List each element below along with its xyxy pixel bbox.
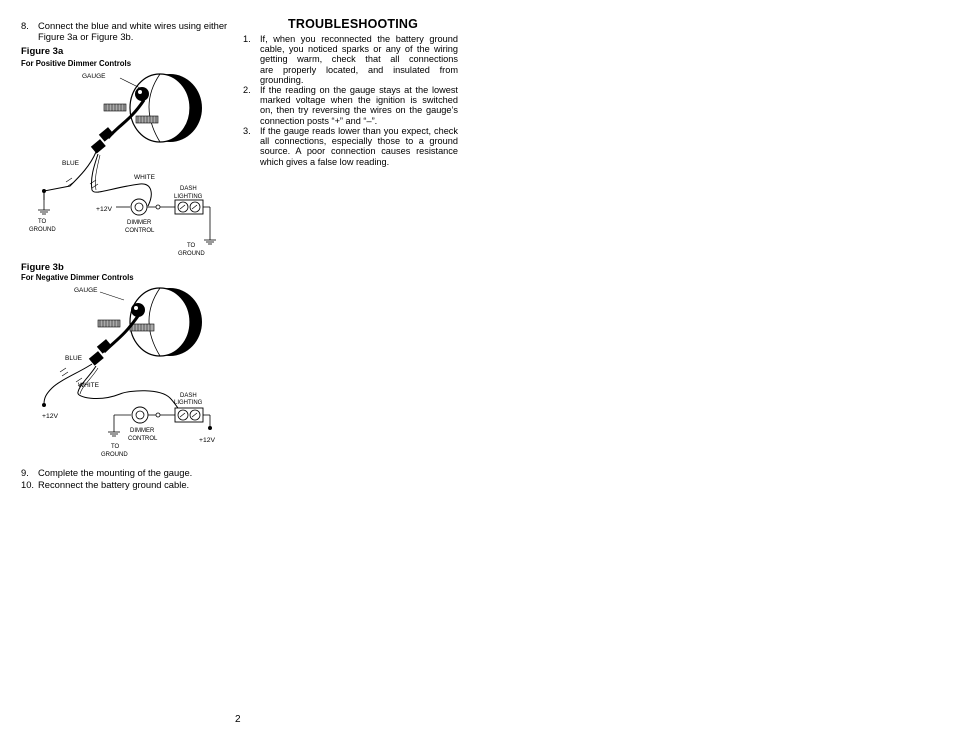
- step-8: [21, 20, 251, 44]
- white-label: WHITE: [78, 382, 99, 389]
- dimmer-label-2: CONTROL: [125, 228, 155, 234]
- item-number: 2.: [243, 85, 251, 95]
- step-number: 8.: [21, 20, 29, 31]
- item-line: If the reading on the gauge stays at the lowest: [260, 85, 458, 95]
- step-text: Complete the mounting of the gauge.: [38, 467, 193, 478]
- item-line: connection posts “+” and “–”.: [260, 115, 378, 126]
- plus-12v-left-label: +12V: [42, 413, 59, 420]
- step-number: 10.: [21, 479, 35, 490]
- gauge-label: GAUGE: [82, 73, 106, 80]
- item-number: 1.: [243, 34, 251, 44]
- blue-label: BLUE: [62, 160, 79, 167]
- white-label: WHITE: [134, 174, 155, 181]
- step-text-line1: Connect the blue and white wires using either: [38, 20, 228, 31]
- page-number: 2: [235, 714, 241, 725]
- to-ground-left-2: GROUND: [29, 227, 56, 233]
- troubleshooting-item-3: [243, 126, 459, 168]
- item-line: are properly located, and insulated from: [260, 64, 458, 75]
- figure-3b-subtitle: For Negative Dimmer Controls: [21, 273, 134, 282]
- to-ground-right-2: GROUND: [178, 251, 205, 257]
- step-text: Reconnect the battery ground cable.: [38, 479, 190, 490]
- item-line: on, then try reversing the wires on the gauge’s: [260, 105, 458, 116]
- blue-label: BLUE: [65, 355, 82, 362]
- item-line: cable, you noticed sparks or any of the wiring: [260, 44, 458, 55]
- gauge-label: GAUGE: [74, 287, 98, 294]
- item-line: which gives a false low reading.: [260, 156, 390, 167]
- troubleshooting-item-2: [243, 85, 459, 127]
- item-line: marked voltage when the ignition is switched: [260, 95, 458, 106]
- dash-label-2: LIGHTING: [174, 194, 203, 200]
- to-ground-right-1: TO: [187, 243, 196, 249]
- figure-3a-title: Figure 3a: [21, 46, 64, 57]
- figure-3b-diagram: [20, 280, 250, 462]
- item-line: source. A poor connection causes resistance: [260, 146, 458, 157]
- to-ground-2: GROUND: [101, 452, 128, 458]
- gauge-body: [104, 74, 202, 142]
- item-line: If, when you reconnected the battery ground: [260, 34, 458, 44]
- troubleshooting-item-1: [243, 34, 459, 86]
- dimmer-label-1: DIMMER: [127, 220, 152, 226]
- gauge-body: [98, 288, 202, 356]
- dimmer-label-2: CONTROL: [128, 436, 158, 442]
- dimmer-label-1: DIMMER: [130, 428, 155, 434]
- step-number: 9.: [21, 467, 29, 478]
- item-number: 3.: [243, 126, 251, 136]
- plus-12v-label: +12V: [96, 206, 113, 213]
- step-text-line2: Figure 3a or Figure 3b.: [38, 31, 134, 42]
- step-10: [21, 479, 251, 491]
- step-9: [21, 467, 251, 479]
- dash-label-2: LIGHTING: [174, 400, 203, 406]
- troubleshooting-title: TROUBLESHOOTING: [288, 17, 419, 31]
- dash-label-1: DASH: [180, 186, 197, 192]
- dash-label-1: DASH: [180, 393, 197, 399]
- to-ground-left-1: TO: [38, 219, 47, 225]
- plus-12v-right-label: +12V: [199, 437, 216, 444]
- figure-3a-diagram: [20, 66, 250, 260]
- item-line: If the gauge reads lower than you expect, check: [260, 126, 458, 136]
- item-line: all connections, especially those to a ground: [260, 136, 458, 147]
- item-line: getting warm, check that all connections: [260, 54, 458, 65]
- figure-3a-subtitle: For Positive Dimmer Controls: [21, 59, 132, 68]
- to-ground-1: TO: [111, 444, 120, 450]
- figure-3b-title: Figure 3b: [21, 262, 64, 273]
- item-line: grounding.: [260, 74, 304, 85]
